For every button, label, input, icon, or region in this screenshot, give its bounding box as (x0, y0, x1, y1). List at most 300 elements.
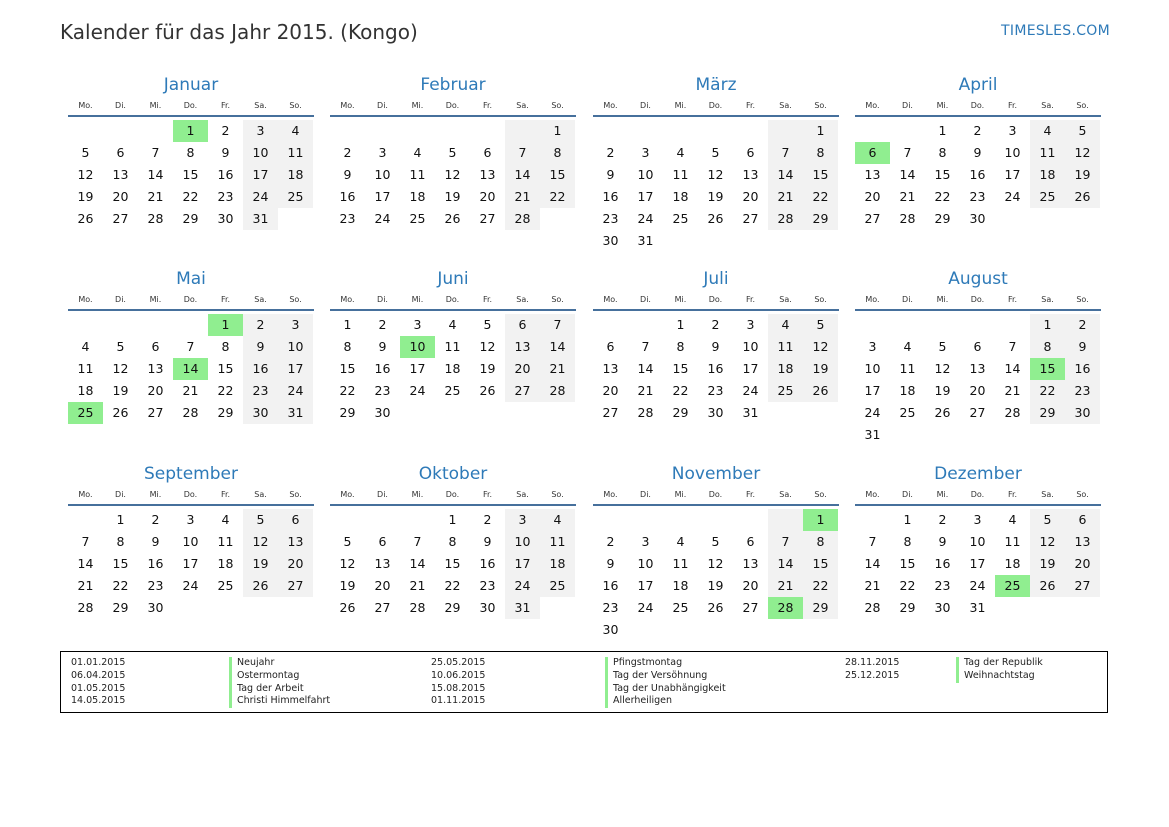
month-name: November (671, 464, 761, 484)
weekday-label: So. (814, 295, 827, 304)
day-cell: 28 (77, 600, 94, 615)
day-cell: 11 (672, 556, 689, 571)
day-cell: 19 (444, 189, 461, 204)
weekday-header (330, 97, 576, 114)
holiday-day-cell: 25 (68, 402, 103, 424)
weekday-label: Sa. (779, 490, 792, 499)
weekday-label: Do. (970, 490, 985, 499)
day-cell: 25 (1030, 186, 1065, 208)
empty-cell (138, 314, 173, 336)
day-cell: 27 (864, 211, 881, 226)
day-cell: 19 (707, 578, 724, 593)
day-cell: 16 (602, 189, 619, 204)
day-cell: 25 (217, 578, 234, 593)
empty-cell (890, 120, 925, 142)
day-cell: 4 (1008, 512, 1017, 527)
day-cell: 4 (676, 145, 685, 160)
day-cell: 15 (899, 556, 916, 571)
day-cell: 5 (711, 145, 720, 160)
day-cell: 5 (803, 314, 838, 336)
weekday-label: Sa. (1041, 490, 1054, 499)
day-cell: 10 (1004, 145, 1021, 160)
day-cell: 10 (637, 167, 654, 182)
day-cell: 19 (1030, 553, 1065, 575)
day-cell: 13 (505, 336, 540, 358)
empty-cell (400, 120, 435, 142)
day-cell: 23 (374, 383, 391, 398)
day-cell: 2 (938, 512, 947, 527)
weekday-label: Di. (377, 295, 388, 304)
day-cell: 8 (116, 534, 125, 549)
day-cell: 12 (444, 167, 461, 182)
day-grid (593, 314, 839, 424)
day-cell: 13 (147, 361, 164, 376)
day-cell: 17 (637, 189, 654, 204)
day-cell: 22 (339, 383, 356, 398)
month-name: Juni (437, 269, 469, 289)
day-cell: 6 (746, 145, 755, 160)
day-cell: 16 (1065, 358, 1100, 380)
weekday-label: Fr. (482, 490, 493, 499)
day-grid (855, 120, 1101, 230)
day-cell: 7 (903, 145, 912, 160)
day-cell: 27 (1065, 575, 1100, 597)
day-cell: 28 (899, 211, 916, 226)
empty-cell (365, 120, 400, 142)
weekday-label: Mi. (149, 295, 162, 304)
day-cell: 12 (707, 167, 724, 182)
day-cell: 29 (112, 600, 129, 615)
holiday-dates-column (71, 657, 125, 708)
day-cell: 9 (151, 534, 160, 549)
day-cell: 15 (112, 556, 129, 571)
divider (855, 309, 1101, 311)
day-cell: 18 (1030, 164, 1065, 186)
day-cell: 14 (147, 167, 164, 182)
day-cell: 12 (112, 361, 129, 376)
day-cell: 26 (707, 211, 724, 226)
day-cell: 5 (448, 145, 457, 160)
day-cell: 3 (973, 512, 982, 527)
day-cell: 19 (707, 189, 724, 204)
holiday-name: Tag der Republik (956, 657, 1043, 670)
weekday-label: Di. (377, 101, 388, 110)
day-cell: 30 (934, 600, 951, 615)
day-cell: 16 (147, 556, 164, 571)
divider (855, 115, 1101, 117)
day-cell: 10 (742, 339, 759, 354)
day-cell: 12 (339, 556, 356, 571)
day-cell: 15 (217, 361, 234, 376)
day-cell: 31 (637, 233, 654, 248)
weekday-label: Di. (115, 295, 126, 304)
weekday-label: So. (1076, 295, 1089, 304)
day-grid (593, 120, 839, 252)
day-cell: 4 (1030, 120, 1065, 142)
day-cell: 18 (409, 189, 426, 204)
day-cell: 14 (1004, 361, 1021, 376)
empty-cell (68, 509, 103, 531)
day-cell: 28 (182, 405, 199, 420)
day-cell: 10 (182, 534, 199, 549)
day-cell: 11 (278, 142, 313, 164)
day-cell: 6 (505, 314, 540, 336)
empty-cell (855, 120, 890, 142)
holiday-day-cell: 1 (173, 120, 208, 142)
day-cell: 29 (339, 405, 356, 420)
empty-cell (855, 314, 890, 336)
day-cell: 3 (243, 120, 278, 142)
day-cell: 7 (81, 534, 90, 549)
day-cell: 2 (243, 314, 278, 336)
weekday-label: Do. (708, 490, 723, 499)
weekday-label: Fr. (745, 101, 756, 110)
day-cell: 31 (969, 600, 986, 615)
day-cell: 21 (637, 383, 654, 398)
day-cell: 11 (444, 339, 461, 354)
empty-cell (995, 314, 1030, 336)
day-cell: 5 (243, 509, 278, 531)
holiday-name: Weihnachtstag (956, 670, 1043, 683)
day-cell: 20 (1065, 553, 1100, 575)
weekday-label: Fr. (482, 101, 493, 110)
day-cell: 22 (803, 186, 838, 208)
day-cell: 21 (77, 578, 94, 593)
day-cell: 22 (934, 189, 951, 204)
day-cell: 26 (77, 211, 94, 226)
divider (68, 115, 314, 117)
day-cell: 3 (746, 317, 755, 332)
day-cell: 26 (803, 380, 838, 402)
day-cell: 21 (147, 189, 164, 204)
weekday-label: Fr. (1007, 490, 1018, 499)
day-cell: 10 (864, 361, 881, 376)
day-cell: 3 (378, 145, 387, 160)
holiday-names-column (956, 657, 1043, 683)
holiday-name: Ostermontag (229, 670, 330, 683)
day-cell: 21 (1004, 383, 1021, 398)
day-cell: 31 (505, 597, 540, 619)
weekday-label: So. (289, 101, 302, 110)
day-cell: 25 (278, 186, 313, 208)
day-cell: 18 (768, 358, 803, 380)
day-cell: 26 (444, 211, 461, 226)
divider (593, 504, 839, 506)
day-cell: 21 (540, 358, 575, 380)
day-cell: 20 (742, 189, 759, 204)
day-cell: 16 (707, 361, 724, 376)
empty-cell (103, 314, 138, 336)
day-grid (855, 314, 1101, 446)
day-cell: 24 (505, 575, 540, 597)
day-cell: 18 (672, 189, 689, 204)
day-cell: 29 (672, 405, 689, 420)
day-cell: 29 (1030, 402, 1065, 424)
day-cell: 1 (676, 317, 685, 332)
day-cell: 16 (339, 189, 356, 204)
day-cell: 12 (707, 556, 724, 571)
day-cell: 30 (969, 211, 986, 226)
weekday-label: Fr. (745, 490, 756, 499)
day-cell: 22 (540, 186, 575, 208)
day-cell: 27 (278, 575, 313, 597)
weekday-header (68, 291, 314, 308)
holiday-date: 14.05.2015 (71, 695, 126, 707)
empty-cell (768, 120, 803, 142)
weekday-label: Mo. (340, 101, 355, 110)
weekday-label: Sa. (1041, 101, 1054, 110)
day-cell: 19 (112, 383, 129, 398)
holiday-names-column (229, 657, 330, 708)
day-cell: 23 (479, 578, 496, 593)
day-cell: 18 (899, 383, 916, 398)
day-cell: 29 (182, 211, 199, 226)
page-title: Kalender für das Jahr 2015. (Kongo) (60, 20, 418, 44)
day-cell: 17 (505, 553, 540, 575)
day-cell: 3 (505, 509, 540, 531)
day-cell: 8 (676, 339, 685, 354)
day-cell: 13 (742, 167, 759, 182)
weekday-label: Fr. (1007, 101, 1018, 110)
weekday-label: Di. (640, 295, 651, 304)
weekday-label: Mo. (603, 295, 618, 304)
day-cell: 18 (1004, 556, 1021, 571)
weekday-label: Fr. (482, 295, 493, 304)
day-cell: 22 (217, 383, 234, 398)
day-cell: 24 (182, 578, 199, 593)
holiday-name: Pfingstmontag (605, 657, 726, 670)
day-cell: 14 (768, 164, 803, 186)
day-cell: 9 (711, 339, 720, 354)
day-cell: 27 (742, 600, 759, 615)
day-cell: 19 (339, 578, 356, 593)
holiday-date: 01.11.2015 (431, 695, 486, 707)
holiday-date: 06.04.2015 (71, 669, 126, 681)
day-cell: 17 (1004, 167, 1021, 182)
month-oktober (330, 463, 576, 619)
weekday-label: Do. (708, 295, 723, 304)
day-cell: 26 (1065, 186, 1100, 208)
day-cell: 18 (672, 578, 689, 593)
day-cell: 30 (707, 405, 724, 420)
day-cell: 17 (182, 556, 199, 571)
day-cell: 22 (899, 578, 916, 593)
divider (330, 504, 576, 506)
day-cell: 26 (1030, 575, 1065, 597)
weekday-label: Sa. (779, 101, 792, 110)
weekday-label: Do. (445, 490, 460, 499)
day-cell: 6 (606, 339, 615, 354)
empty-cell (68, 314, 103, 336)
divider (68, 504, 314, 506)
day-cell: 6 (151, 339, 160, 354)
day-cell: 15 (803, 553, 838, 575)
day-cell: 24 (637, 211, 654, 226)
weekday-label: Di. (640, 101, 651, 110)
holiday-day-cell: 14 (173, 358, 208, 380)
month-name: April (958, 75, 998, 95)
weekday-label: Sa. (516, 101, 529, 110)
day-cell: 13 (742, 556, 759, 571)
day-cell: 10 (505, 531, 540, 553)
weekday-label: Sa. (1041, 295, 1054, 304)
day-cell: 19 (243, 553, 278, 575)
day-cell: 17 (278, 358, 313, 380)
day-cell: 18 (278, 164, 313, 186)
day-cell: 7 (186, 339, 195, 354)
holiday-day-cell: 28 (768, 597, 803, 619)
day-cell: 13 (112, 167, 129, 182)
empty-cell (330, 120, 365, 142)
site-link[interactable]: TIMESLES.COM (1001, 23, 1110, 39)
month-name: Februar (420, 75, 486, 95)
day-cell: 9 (378, 339, 387, 354)
day-cell: 9 (938, 534, 947, 549)
day-cell: 16 (243, 358, 278, 380)
day-cell: 11 (409, 167, 426, 182)
day-cell: 21 (899, 189, 916, 204)
day-cell: 20 (505, 358, 540, 380)
month-februar (330, 74, 576, 230)
weekday-label: Mi. (411, 101, 424, 110)
day-cell: 25 (672, 211, 689, 226)
day-cell: 25 (768, 380, 803, 402)
weekday-label: Fr. (220, 101, 231, 110)
month-name: September (144, 464, 238, 484)
day-cell: 15 (934, 167, 951, 182)
day-cell: 30 (374, 405, 391, 420)
day-cell: 5 (343, 534, 352, 549)
day-cell: 26 (707, 600, 724, 615)
day-cell: 29 (803, 597, 838, 619)
day-cell: 7 (641, 339, 650, 354)
weekday-label: Do. (445, 295, 460, 304)
day-cell: 17 (969, 556, 986, 571)
weekday-label: Di. (377, 490, 388, 499)
day-cell: 25 (899, 405, 916, 420)
day-cell: 10 (969, 534, 986, 549)
weekday-label: So. (289, 490, 302, 499)
day-cell: 14 (540, 336, 575, 358)
day-cell: 17 (374, 189, 391, 204)
empty-cell (470, 120, 505, 142)
day-cell: 16 (374, 361, 391, 376)
day-cell: 11 (540, 531, 575, 553)
day-cell: 11 (77, 361, 94, 376)
month-name: März (695, 75, 737, 95)
day-cell: 19 (1065, 164, 1100, 186)
day-cell: 28 (505, 208, 540, 230)
weekday-label: Do. (183, 101, 198, 110)
weekday-label: Mi. (936, 101, 949, 110)
weekday-label: Mi. (149, 101, 162, 110)
day-grid (68, 509, 314, 619)
day-cell: 7 (868, 534, 877, 549)
day-cell: 29 (899, 600, 916, 615)
weekday-label: Di. (115, 101, 126, 110)
weekday-header (855, 486, 1101, 503)
day-cell: 8 (1030, 336, 1065, 358)
weekday-label: Mo. (603, 101, 618, 110)
month-name: August (948, 269, 1008, 289)
weekday-label: Mo. (865, 101, 880, 110)
weekday-label: Mo. (603, 490, 618, 499)
empty-cell (138, 120, 173, 142)
day-cell: 5 (1065, 120, 1100, 142)
day-cell: 13 (374, 556, 391, 571)
day-cell: 2 (606, 145, 615, 160)
day-cell: 23 (602, 211, 619, 226)
day-cell: 4 (448, 317, 457, 332)
day-cell: 1 (1030, 314, 1065, 336)
weekday-header (68, 486, 314, 503)
day-cell: 9 (343, 167, 352, 182)
day-cell: 28 (147, 211, 164, 226)
weekday-label: Sa. (516, 295, 529, 304)
weekday-label: Di. (640, 490, 651, 499)
day-cell: 23 (339, 211, 356, 226)
holiday-date: 15.08.2015 (431, 682, 486, 694)
day-cell: 6 (746, 534, 755, 549)
day-cell: 23 (602, 600, 619, 615)
day-cell: 15 (540, 164, 575, 186)
day-cell: 20 (278, 553, 313, 575)
weekday-label: Mi. (674, 101, 687, 110)
day-cell: 5 (81, 145, 90, 160)
day-grid (593, 509, 839, 641)
day-cell: 8 (903, 534, 912, 549)
weekday-label: Do. (445, 101, 460, 110)
day-cell: 4 (903, 339, 912, 354)
weekday-label: So. (551, 101, 564, 110)
weekday-label: Fr. (745, 295, 756, 304)
day-cell: 11 (1004, 534, 1021, 549)
weekday-label: Di. (902, 101, 913, 110)
day-cell: 14 (768, 553, 803, 575)
day-cell: 7 (768, 142, 803, 164)
day-cell: 8 (803, 142, 838, 164)
day-cell: 14 (77, 556, 94, 571)
weekday-label: Mo. (78, 295, 93, 304)
day-grid (68, 120, 314, 230)
day-cell: 17 (864, 383, 881, 398)
day-cell: 25 (672, 600, 689, 615)
day-cell: 27 (505, 380, 540, 402)
day-cell: 23 (147, 578, 164, 593)
weekday-label: So. (1076, 101, 1089, 110)
day-cell: 7 (413, 534, 422, 549)
holiday-name: Neujahr (229, 657, 330, 670)
weekday-label: So. (551, 295, 564, 304)
day-cell: 16 (217, 167, 234, 182)
empty-cell (400, 509, 435, 531)
day-cell: 26 (243, 575, 278, 597)
weekday-header (68, 97, 314, 114)
day-cell: 28 (540, 380, 575, 402)
empty-cell (663, 120, 698, 142)
weekday-label: So. (814, 490, 827, 499)
day-cell: 26 (339, 600, 356, 615)
month-name: Dezember (934, 464, 1022, 484)
day-cell: 9 (243, 336, 278, 358)
empty-cell (628, 120, 663, 142)
day-cell: 23 (969, 189, 986, 204)
holiday-name: Allerheiligen (605, 695, 726, 708)
day-cell: 27 (742, 211, 759, 226)
day-cell: 18 (77, 383, 94, 398)
day-cell: 22 (444, 578, 461, 593)
day-cell: 24 (374, 211, 391, 226)
